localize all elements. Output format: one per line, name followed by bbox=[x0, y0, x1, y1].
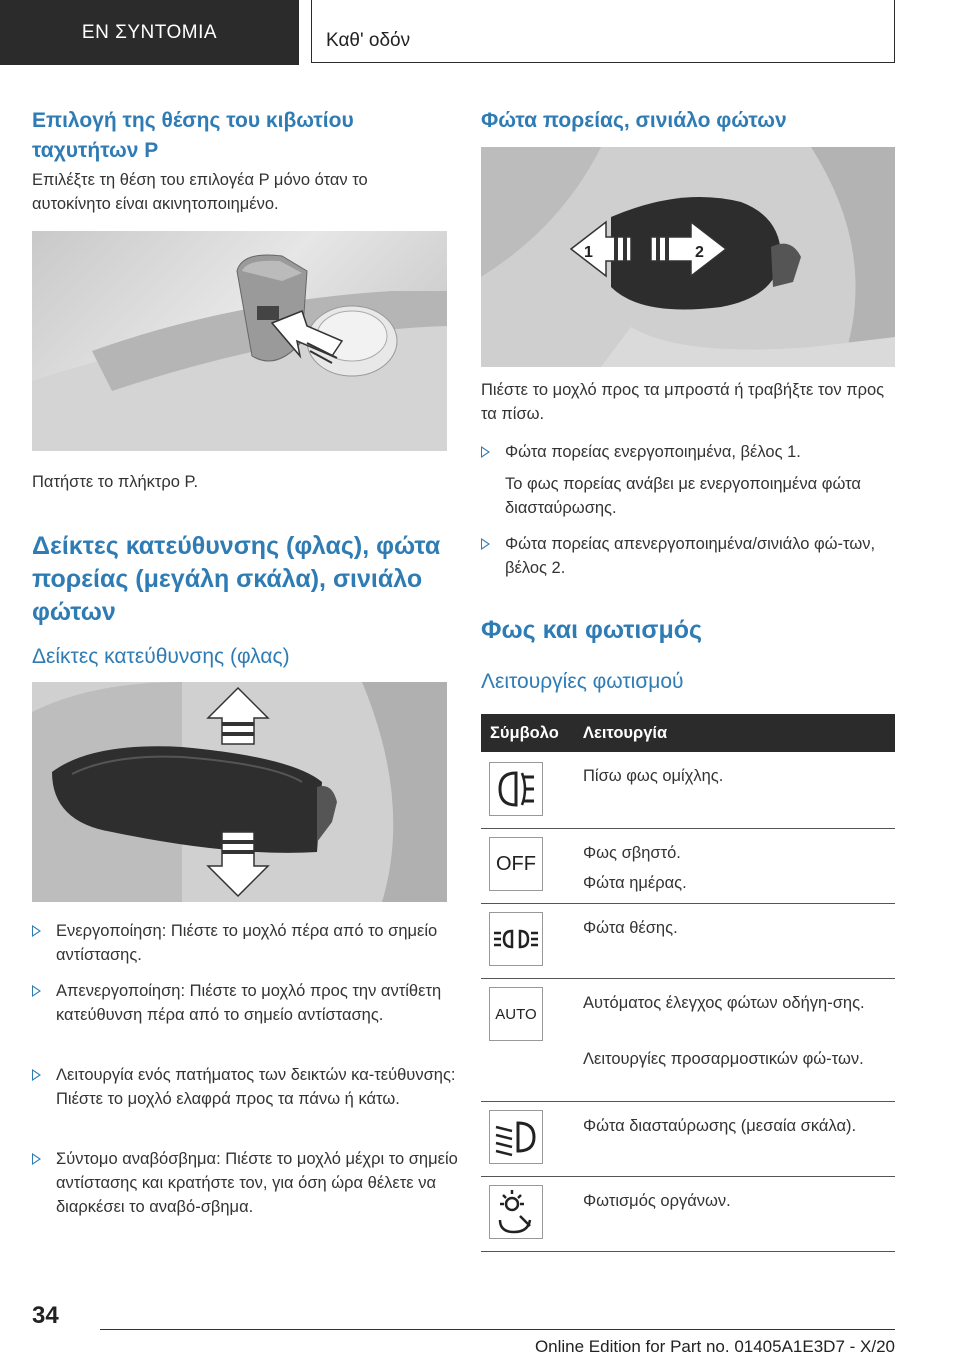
chapter-label: Καθ' οδόν bbox=[326, 30, 411, 51]
gear-p-text: Επιλέξτε τη θέση του επιλογέα P μόνο όταν το αυτοκίνητο είναι ακινητοποιημένο. bbox=[32, 171, 368, 213]
row-text: Πίσω φως ομίχλης. bbox=[583, 767, 724, 785]
row-text: Φώτα ημέρας. bbox=[583, 874, 687, 892]
section-label: ΕΝ ΣΥΝΤΟΜΙΑ bbox=[81, 21, 218, 43]
lighting-title: Φως και φωτισμός bbox=[481, 616, 703, 644]
column-function: Λειτουργία bbox=[583, 724, 668, 742]
bullet-text: Φώτα πορείας ενεργοποιημένα, βέλος 1. bbox=[505, 443, 801, 461]
row-divider bbox=[481, 1251, 895, 1252]
parking-lights-icon bbox=[489, 912, 543, 966]
page-number: 34 bbox=[32, 1302, 59, 1329]
table-row bbox=[481, 979, 895, 1101]
bullet-one-touch bbox=[32, 1063, 466, 1111]
table-row bbox=[481, 829, 895, 903]
bullet-activation bbox=[32, 919, 466, 967]
row-text: Φως σβηστό. bbox=[583, 844, 681, 862]
turn-signal-stalk-photo bbox=[32, 682, 447, 902]
indicators-title: Δείκτες κατεύθυνσης (φλας), φώτα πορείας (μεγάλη σκάλα), σινιάλο φώτων bbox=[32, 532, 441, 626]
table-header bbox=[481, 714, 895, 752]
bullet-triangle-icon bbox=[32, 925, 41, 937]
bullet-triangle-icon bbox=[32, 1069, 41, 1081]
gear-selector-photo bbox=[32, 231, 447, 451]
row-text: Λειτουργίες προσαρμοστικών φώ-των. bbox=[583, 1050, 864, 1068]
table-row bbox=[481, 752, 895, 828]
bullet-triangle-icon bbox=[481, 538, 490, 550]
section-tab bbox=[0, 0, 299, 65]
bullet-text: Ενεργοποίηση: Πιέστε το μοχλό πέρα από το σημείο αντίστασης. bbox=[56, 922, 438, 964]
bullet-short-flash bbox=[32, 1147, 466, 1219]
off-icon-text: OFF bbox=[496, 852, 536, 875]
chapter-tab bbox=[311, 0, 895, 63]
auto-icon-text: AUTO bbox=[495, 1005, 537, 1023]
off-icon bbox=[489, 837, 543, 891]
bullet-triangle-icon bbox=[32, 1153, 41, 1165]
column-symbol: Σύμβολο bbox=[490, 724, 559, 742]
rear-fog-light-icon bbox=[489, 762, 543, 816]
table-row bbox=[481, 1102, 895, 1176]
row-text: Φώτα θέσης. bbox=[583, 919, 678, 937]
gear-p-caption: Πατήστε το πλήκτρο P. bbox=[32, 473, 199, 491]
bullet-deactivation bbox=[32, 979, 466, 1027]
lighting-functions-subtitle: Λειτουργίες φωτισμού bbox=[481, 670, 684, 693]
row-text: Φωτισμός οργάνων. bbox=[583, 1192, 731, 1210]
edition-note: Online Edition for Part no. 01405A1E3D7 - X/20 bbox=[534, 1337, 895, 1356]
table-row bbox=[481, 904, 895, 978]
bullet-high-beam-off bbox=[481, 532, 919, 580]
bullet-text: Φώτα πορείας απενεργοποιημένα/σινιάλο φώ-των, βέλος 2. bbox=[505, 535, 876, 577]
high-beam-stalk-photo bbox=[481, 147, 895, 367]
gear-p-title: Επιλογή της θέσης του κιβωτίου ταχυτήτων P bbox=[32, 109, 354, 162]
row-text: Φώτα διασταύρωσης (μεσαία σκάλα). bbox=[583, 1117, 857, 1135]
instrument-lighting-icon bbox=[489, 1185, 543, 1239]
arrow-label-2: 2 bbox=[695, 244, 704, 261]
row-text: Αυτόματος έλεγχος φώτων οδήγη-σης. bbox=[583, 994, 865, 1012]
high-beam-title: Φώτα πορείας, σινιάλο φώτων bbox=[481, 109, 787, 132]
arrow-label-1: 1 bbox=[584, 244, 593, 261]
high-beam-text: Πιέστε το μοχλό προς τα μπροστά ή τραβήξτε τον προς τα πίσω. bbox=[481, 381, 885, 423]
bullet-text: Σύντομο αναβόσβημα: Πιέστε το μοχλό μέχρι το σημείο αντίστασης και κρατήστε τον, για όση ώρα θέλετε να διαρκέσει το αναβό-σβημα. bbox=[56, 1150, 458, 1216]
low-beam-icon bbox=[489, 1110, 543, 1164]
bullet-triangle-icon bbox=[32, 985, 41, 997]
bullet-text: Λειτουργία ενός πατήματος των δεικτών κα-τεύθυνσης: Πιέστε το μοχλό ελαφρά προς τα πάνω ή κάτω. bbox=[56, 1066, 456, 1108]
turn-signals-subtitle: Δείκτες κατεύθυνσης (φλας) bbox=[32, 645, 290, 668]
auto-icon bbox=[489, 987, 543, 1041]
bullet-text: Απενεργοποίηση: Πιέστε το μοχλό προς την αντίθετη κατεύθυνση πέρα από το σημείο αντίστασης. bbox=[56, 982, 442, 1024]
footer-divider bbox=[100, 1329, 895, 1330]
table-row bbox=[481, 1177, 895, 1251]
bullet-triangle-icon bbox=[481, 446, 490, 458]
high-beam-note: Το φως πορείας ανάβει με ενεργοποιημένα φώτα διασταύρωσης. bbox=[505, 475, 861, 517]
bullet-high-beam-on bbox=[481, 440, 919, 464]
